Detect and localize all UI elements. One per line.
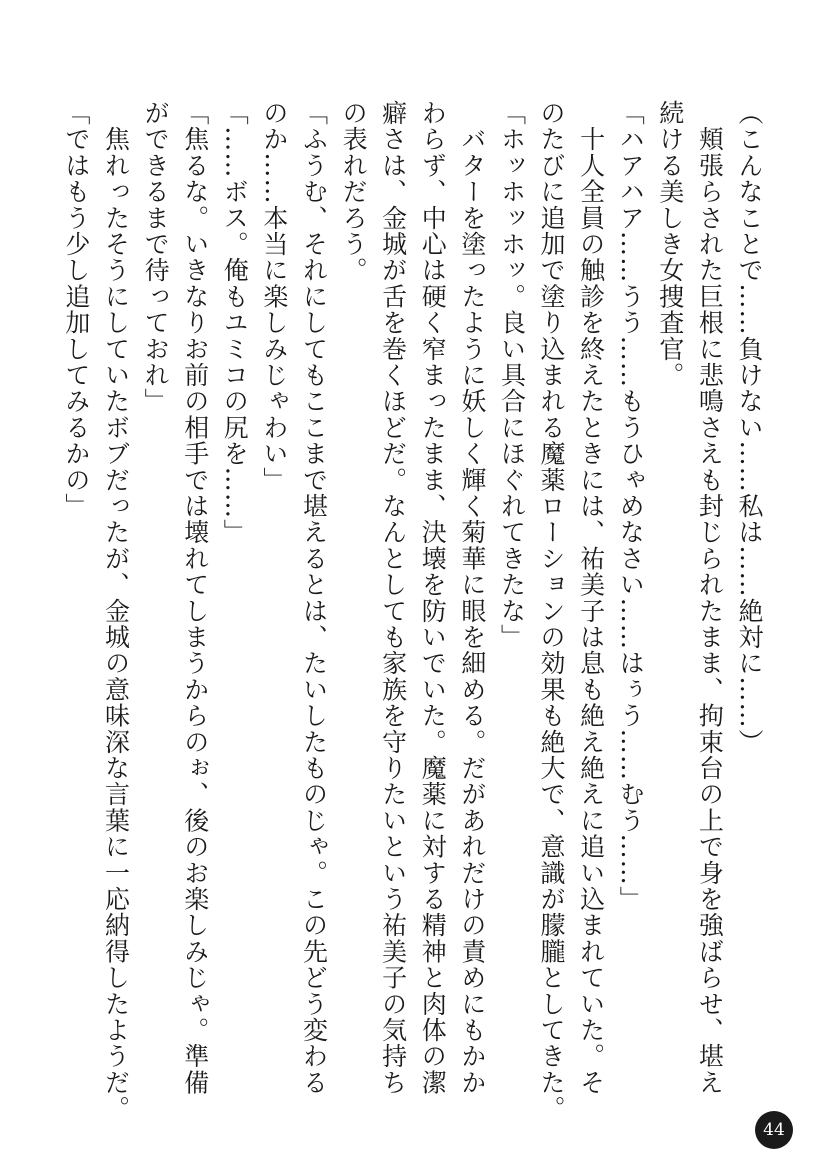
text-line: 続ける美しき女捜査官。 bbox=[655, 100, 685, 389]
text-line: 癖さは、金城が舌を巻くほどだ。なんとしても家族を守りたいという祐美子の気持ち bbox=[378, 100, 408, 1096]
text-line: 頬張らされた巨根に悲鳴さえも封じられたまま、拘束台の上で身を強ばらせ、堪え bbox=[695, 100, 725, 1096]
text-line: のたびに追加で塗り込まれる魔薬ローションの効果も絶大で、意識が朦朧としてきた。 bbox=[537, 100, 567, 1122]
text-line: 焦れったそうにしていたボブだったが、金城の意味深な言葉に一応納得したようだ。 bbox=[101, 100, 131, 1122]
page-number-badge: 44 bbox=[755, 1111, 793, 1149]
text-line: 「焦るな。いきなりお前の相手では壊れてしまうからのぉ、後のお楽しみじゃ。準備 bbox=[180, 100, 210, 1096]
text-line: 「ハアハア……うう……もうひゃめなさい……はぅう……むう……」 bbox=[616, 100, 646, 913]
vertical-text-body bbox=[61, 100, 769, 1122]
text-line: のか……本当に楽しみじゃわい」 bbox=[259, 100, 289, 493]
text-line: バターを塗ったように妖しく輝く菊華に眼を細める。だがあれだけの責めにもかか bbox=[457, 100, 487, 1096]
text-line: 「……ボス。俺もユミコの尻を……」 bbox=[220, 100, 250, 546]
text-line: 「ふうむ、それにしてもここまで堪えるとは、たいしたものじゃ。この先どう変わる bbox=[299, 100, 329, 1096]
text-line: の表れだろう。 bbox=[339, 100, 369, 284]
text-line: ができるまで待っておれ」 bbox=[141, 100, 171, 415]
text-line: 十人全員の触診を終えたときには、祐美子は息も絶え絶えに追い込まれていた。そ bbox=[576, 100, 606, 1096]
text-line: 「ではもう少し追加してみるかの」 bbox=[61, 100, 91, 520]
text-line: わらず、中心は硬く窄まったまま、決壊を防いでいた。魔薬に対する精神と肉体の潔 bbox=[418, 100, 448, 1096]
text-line: （こんなことで……負けない……私は……絶対に……） bbox=[735, 100, 764, 755]
text-line: 「ホッホッホッ。良い具合にほぐれてきたな」 bbox=[497, 100, 527, 651]
